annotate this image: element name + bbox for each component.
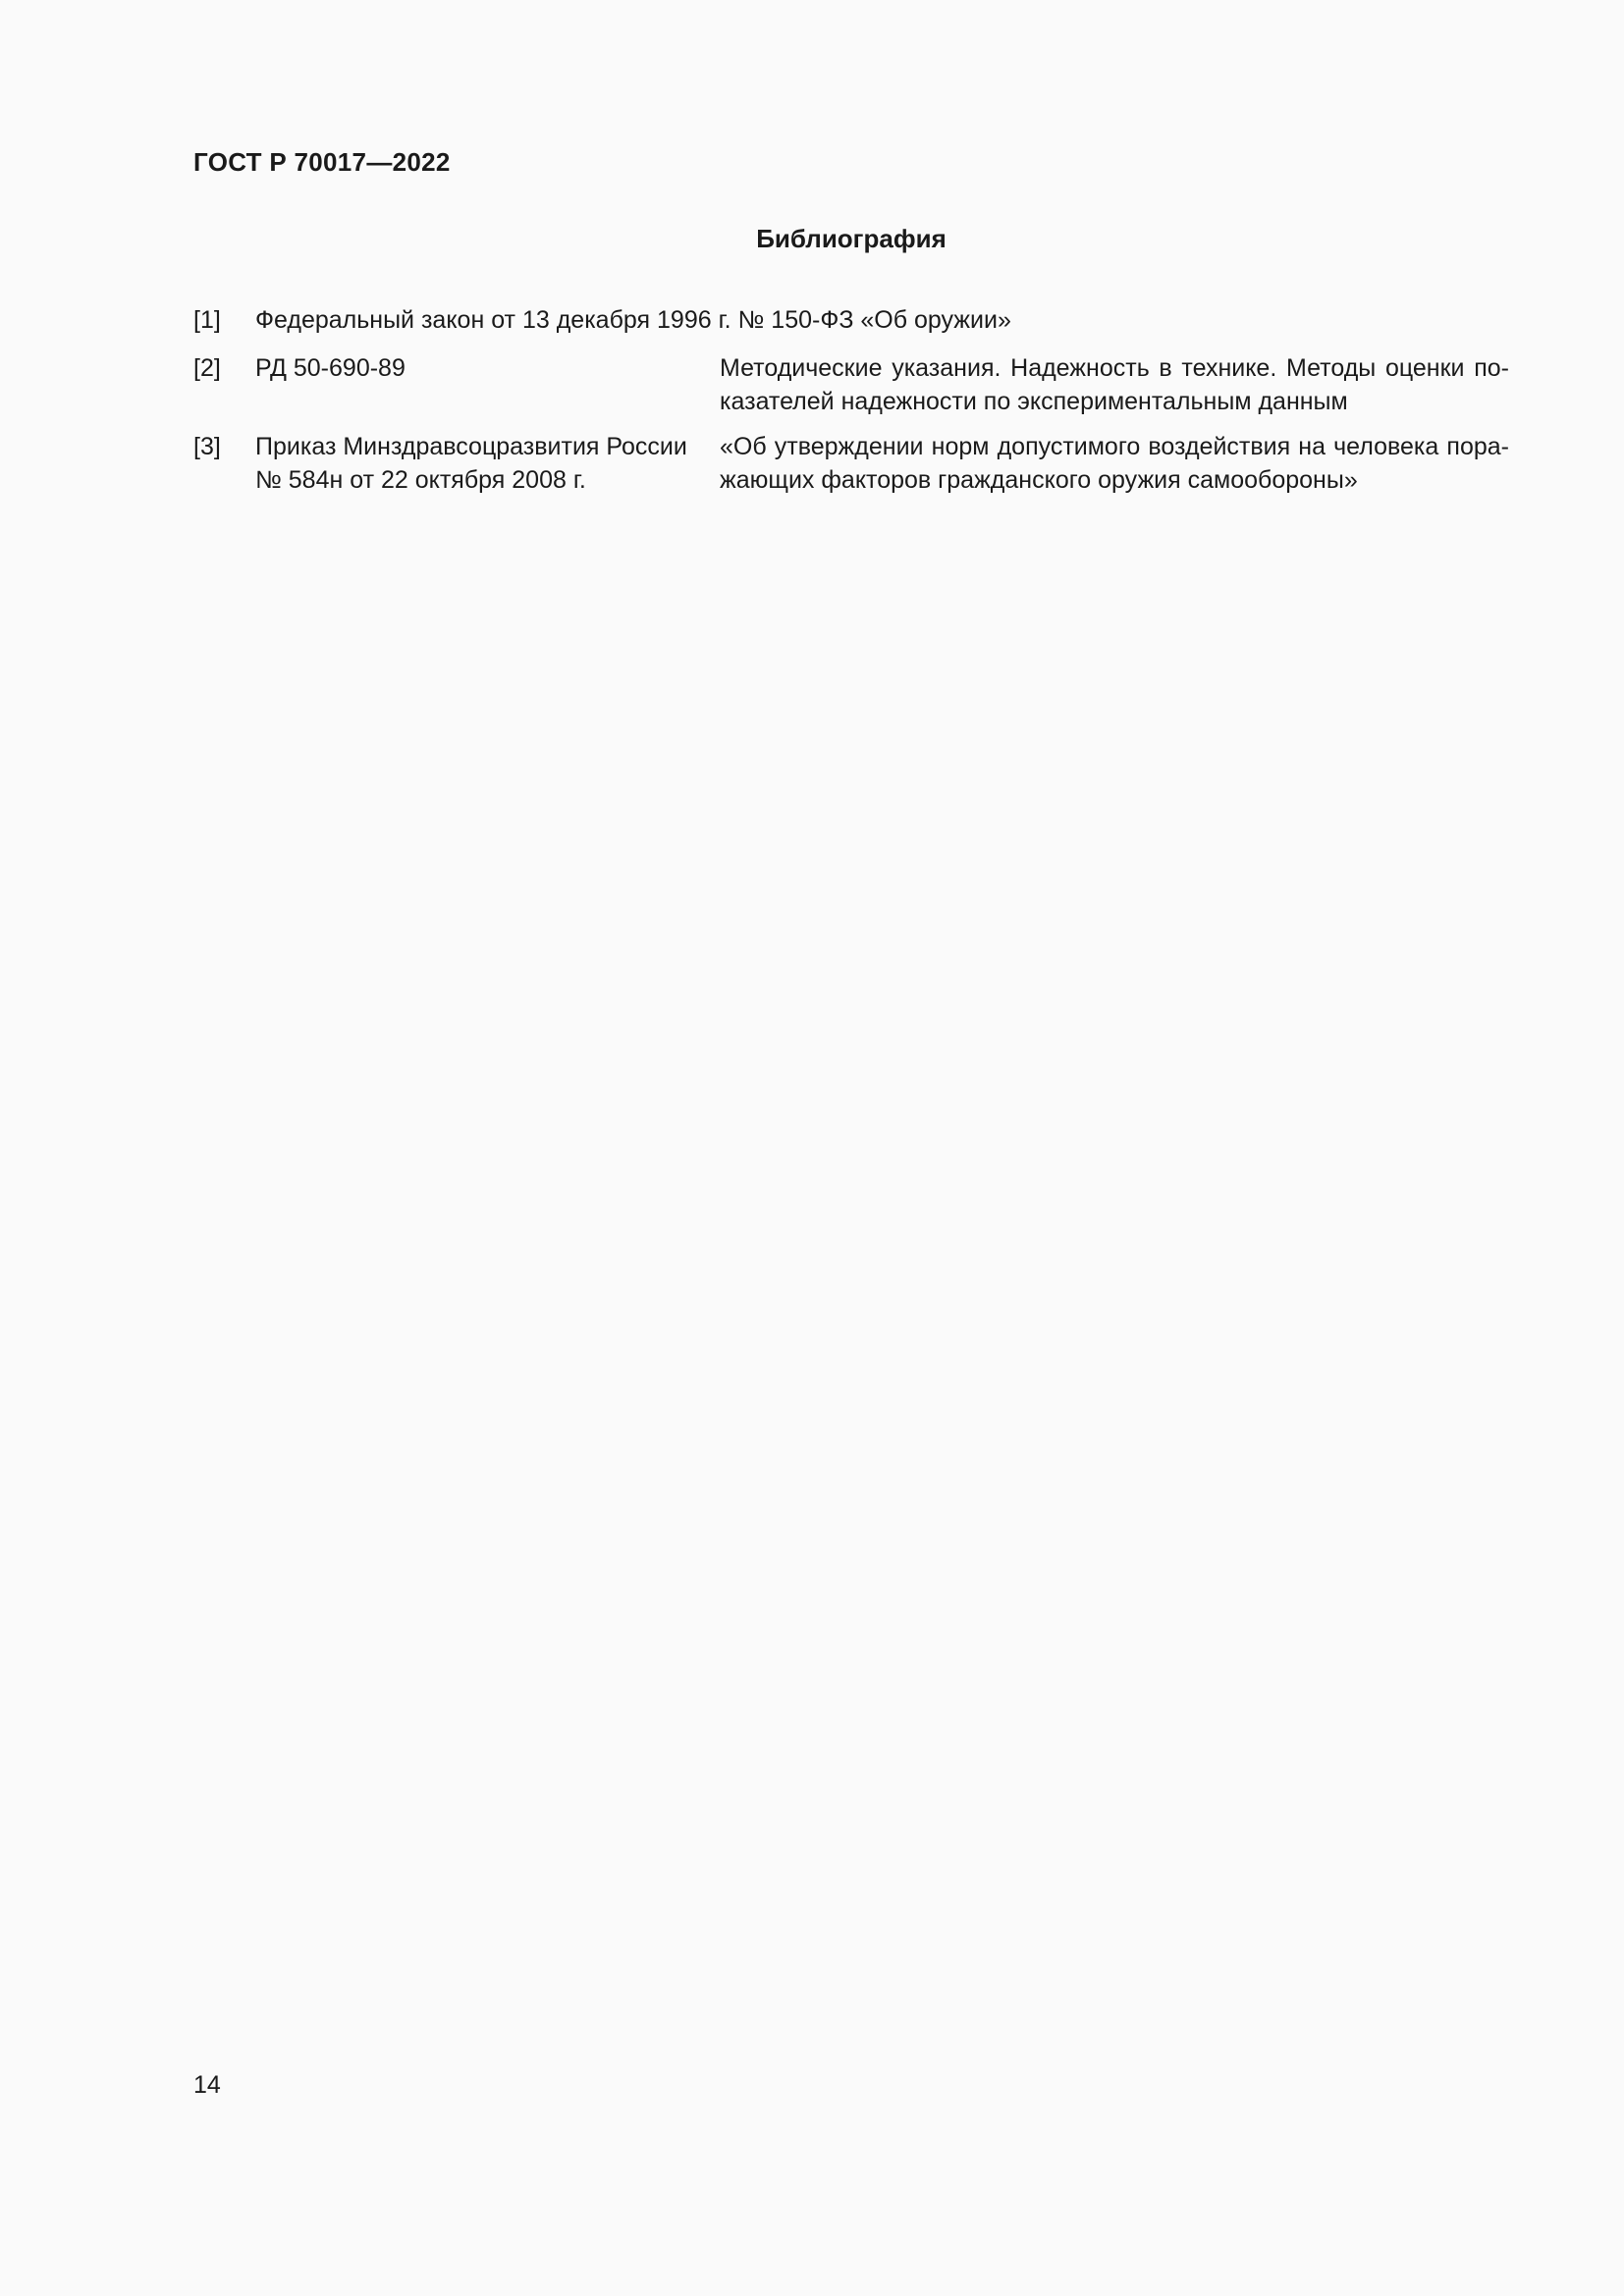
entry-title-line: «Об утверждении норм допустимого воздействия на человека пора-	[720, 433, 1509, 460]
entry-title	[720, 351, 1509, 418]
entry-title	[720, 430, 1509, 497]
entry-full-text: Федеральный закон от 13 декабря 1996 г. № 150-ФЗ «Об оружии»	[255, 306, 1011, 334]
page-number: 14	[193, 2071, 221, 2099]
entry-title-line: жающих факторов гражданского оружия самообороны»	[720, 466, 1358, 494]
entry-title-line: Методические указания. Надежность в технике. Методы оценки по-	[720, 354, 1509, 382]
entry-designation-line: Приказ Минздравсоцразвития России	[255, 433, 687, 460]
section-title: Библиография	[756, 224, 947, 253]
document-code: ГОСТ Р 70017—2022	[193, 147, 451, 177]
entry-number: [3]	[193, 433, 221, 460]
entry-designation: РД 50-690-89	[255, 354, 406, 382]
entry-designation-line: № 584н от 22 октября 2008 г.	[255, 466, 586, 494]
entry-number: [1]	[193, 306, 221, 334]
entry-title-line: казателей надежности по экспериментальным данным	[720, 388, 1348, 415]
entry-number: [2]	[193, 354, 221, 382]
entry-designation	[255, 430, 697, 497]
